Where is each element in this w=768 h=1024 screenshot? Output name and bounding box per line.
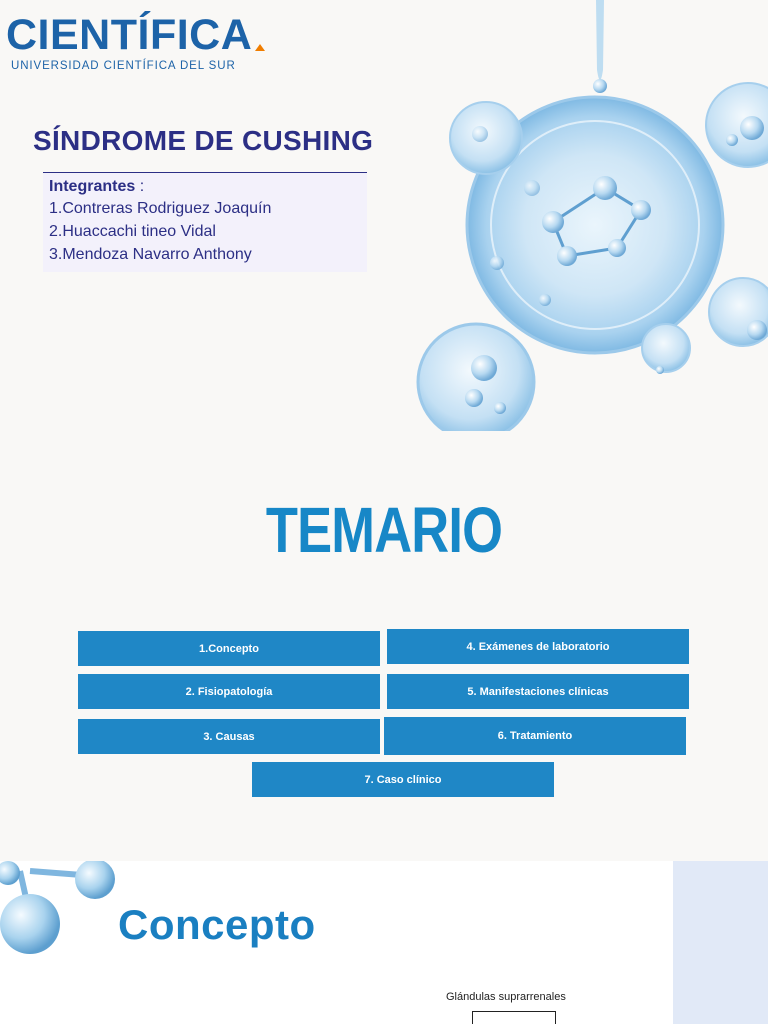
topic-button-tratamiento[interactable]: 6. Tratamiento <box>384 717 686 755</box>
topic-button-fisiopatologia[interactable]: 2. Fisiopatología <box>78 674 380 709</box>
cover-slide <box>0 0 768 431</box>
members-separator: : <box>135 178 145 195</box>
topic-button-concepto[interactable]: 1.Concepto <box>78 631 380 666</box>
agenda-slide <box>0 431 768 861</box>
molecule-bubbles-illustration <box>0 0 768 431</box>
university-logo-subtitle: UNIVERSIDAD CIENTÍFICA DEL SUR <box>11 60 236 72</box>
presentation-title: SÍNDROME DE CUSHING <box>33 125 374 156</box>
side-panel <box>673 861 768 1024</box>
members-label: Integrantes <box>49 178 136 195</box>
diagram-label-adrenal-glands: Glándulas suprarrenales <box>446 991 566 1003</box>
molecule-bubbles-corner-illustration <box>0 861 130 971</box>
topic-button-manifestaciones[interactable]: 5. Manifestaciones clínicas <box>387 674 689 709</box>
university-logo: CIENTÍFICA <box>6 11 253 59</box>
member-name: 3.Mendoza Navarro Anthony <box>49 246 252 263</box>
topic-button-causas[interactable]: 3. Causas <box>78 719 380 754</box>
concept-title: Concepto <box>118 901 316 948</box>
agenda-title: TEMARIO <box>265 494 503 566</box>
topic-button-examenes[interactable]: 4. Exámenes de laboratorio <box>387 629 689 664</box>
topic-button-caso-clinico[interactable]: 7. Caso clínico <box>252 762 554 797</box>
concept-slide <box>0 861 768 1024</box>
member-name: 1.Contreras Rodriguez Joaquín <box>49 200 272 217</box>
diagram-connector <box>472 1011 556 1024</box>
member-name: 2.Huaccachi tineo Vidal <box>49 223 216 240</box>
